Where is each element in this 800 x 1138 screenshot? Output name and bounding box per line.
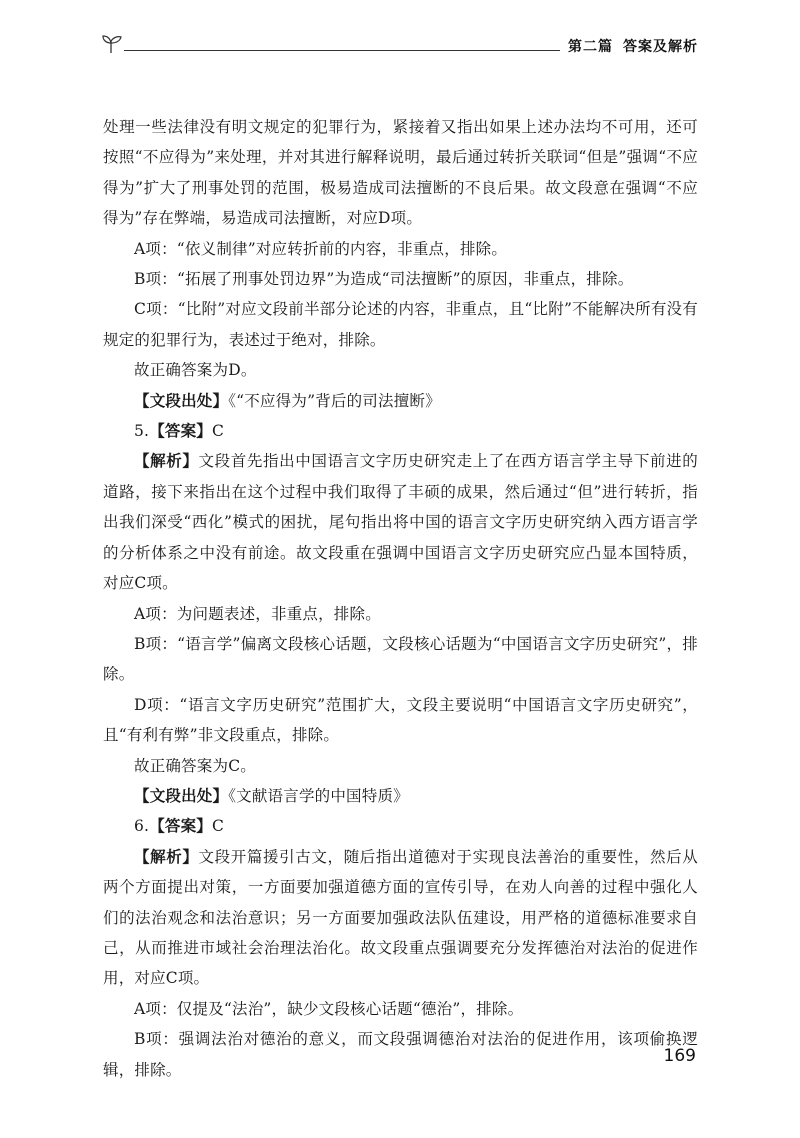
running-header — [100, 34, 700, 58]
q6-analysis — [103, 842, 698, 994]
header-part: 第二篇 — [568, 39, 613, 55]
q5-option-b: B项：“语言学”偏离文段核心话题，文段核心话题为“中国语言文字历史研究”，排除。 — [103, 634, 698, 684]
sprout-icon — [100, 34, 122, 54]
q6-option-a: A项：仅提及“法治”，缺少文段核心话题“德治”，排除。 — [134, 999, 524, 1018]
q6-analysis-tag: 【解析】 — [134, 847, 199, 866]
q5-option-a: A项：为问题表述，非重点，排除。 — [134, 604, 381, 623]
source-line — [103, 386, 698, 416]
q6-number: 6. — [134, 817, 150, 836]
q5-source-title: 《文献语言学的中国特质》 — [228, 786, 409, 805]
option-b: B项：“拓展了刑事处罚边界”为造成“司法擅断”的原因，非重点，排除。 — [134, 270, 634, 289]
q5-source-line — [103, 781, 698, 811]
header-title — [568, 36, 698, 56]
paragraph: 处理一些法律没有明文规定的犯罪行为，紧接着又指出如果上述办法均不可用，还可按照“不应得为”来处理，并对其进行解释说明，最后通过转折关联词“但是”强调“不应得为”扩大了刑事处罚的范围，极易造成司法擅断的不良后果。故文段意在强调“不应得为”存在弊端，易造成司法擅断，对应D项。 — [103, 118, 698, 228]
q5-conclusion: 故正确答案为C。 — [134, 756, 256, 775]
header-section: 答案及解析 — [623, 39, 698, 55]
q5-number: 5. — [134, 422, 150, 441]
q5-option-d: D项：“语言文字历史研究”范围扩大，文段主要说明“中国语言文字历史研究”，且“有利有弊”非文段重点，排除。 — [103, 695, 698, 745]
q6-analysis-text: 文段开篇援引古文，随后指出道德对于实现良法善治的重要性，然后从两个方面提出对策，一方面要加强道德方面的宣传引导，在劝人向善的过程中强化人们的法治观念和法治意识；另一方面要加强政法队伍建设，用严格的道德标准要求自己，从而推进市域社会治理法治化。故文段重点强调要充分发挥德治对法治的促进作用，对应C项。 — [103, 847, 698, 988]
q6-option-b: B项：强调法治对德治的意义，而文段强调德治对法治的促进作用，该项偷换逻辑，排除。 — [103, 1030, 698, 1079]
q6-answer-tag: 【答案】 — [149, 817, 213, 836]
page-number: 169 — [663, 1046, 696, 1066]
q5-analysis-text: 文段首先指出中国语言文字历史研究走上了在西方语言学主导下前进的道路，接下来指出在这个过程中我们取得了丰硕的成果，然后通过“但”进行转折，指出我们深受“西化”模式的困扰，尾句指出将中国的语言文字历史研究纳入西方语言学的分析体系之中没有前途。故文段重在强调中国语言文字历史研究应凸显本国特质，对应C项。 — [103, 452, 698, 593]
q5-answer: C — [212, 422, 225, 441]
header-rule — [124, 50, 560, 51]
q6-answer: C — [212, 817, 225, 836]
page-body — [103, 112, 698, 1085]
option-a: A项：“依义制律”对应转折前的内容，非重点，排除。 — [134, 239, 508, 258]
source-tag: 【文段出处】 — [134, 391, 229, 410]
q5-answer-line — [103, 416, 698, 446]
q5-source-tag: 【文段出处】 — [134, 786, 229, 805]
q5-analysis — [103, 446, 698, 598]
q5-analysis-tag: 【解析】 — [134, 452, 199, 471]
q5-answer-tag: 【答案】 — [149, 422, 213, 441]
answer-conclusion: 故正确答案为D。 — [134, 361, 257, 380]
q6-answer-line — [103, 811, 698, 841]
option-c: C项：“比附”对应文段前半部分论述的内容，非重点，且“比附”不能解决所有没有规定的犯罪行为，表述过于绝对，排除。 — [103, 300, 698, 349]
source-title: 《“不应得为”背后的司法擅断》 — [228, 391, 441, 410]
